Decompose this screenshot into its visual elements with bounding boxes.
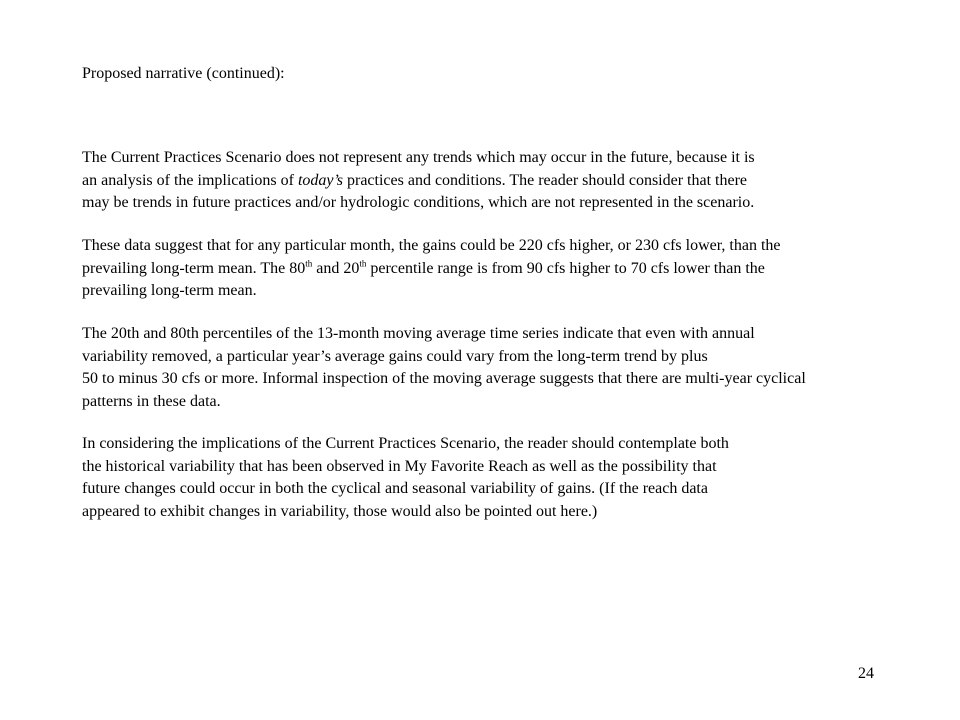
section-heading: Proposed narrative (continued):: [82, 65, 285, 82]
text-span: practices and conditions. The reader should consider that there: [343, 171, 748, 189]
text-line: prevailing long-term mean.: [82, 282, 257, 299]
text-span: percentile range is from 90 cfs higher to 70 cfs lower than the: [366, 259, 765, 277]
text-line: the historical variability that has been observed in My Favorite Reach as well as the possibility that: [82, 457, 717, 475]
paragraph-implications: [82, 433, 729, 523]
paragraph-gains-range: [82, 235, 781, 303]
superscript: th: [359, 258, 367, 269]
text-span: and 20: [312, 259, 360, 277]
text-span: an analysis of the implications of: [82, 171, 298, 189]
page-number: 24: [858, 665, 874, 682]
text-line: patterns in these data.: [82, 392, 221, 410]
superscript: th: [305, 258, 313, 269]
text-span: prevailing long-term mean. The 80: [82, 259, 306, 277]
paragraph-moving-average: [82, 323, 806, 413]
text-line: appeared to exhibit changes in variability, those would also be pointed out here.): [82, 502, 598, 520]
text-line: In considering the implications of the Current Practices Scenario, the reader should contemplate both: [82, 435, 729, 452]
text-line: [82, 258, 781, 281]
text-line: may be trends in future practices and/or hydrologic conditions, which are not represented in the scenario.: [82, 194, 755, 211]
text-line: variability removed, a particular year’s average gains could vary from the long-term trend by plus: [82, 347, 708, 365]
text-line: These data suggest that for any particular month, the gains could be 220 cfs higher, or 230 cfs lower, than the: [82, 237, 781, 254]
text-line: future changes could occur in both the cyclical and seasonal variability of gains. (If the reach data: [82, 480, 708, 497]
italic-text: today’s: [297, 171, 343, 189]
text-line: The 20th and 80th percentiles of the 13-month moving average time series indicate that even with annual: [82, 325, 755, 342]
text-line: [82, 170, 755, 193]
text-line: 50 to minus 30 cfs or more. Informal inspection of the moving average suggests that there are multi-year cyclical: [82, 370, 806, 387]
paragraph-scenario-trends: [82, 147, 755, 215]
text-line: The Current Practices Scenario does not represent any trends which may occur in the future, because it is: [82, 149, 755, 166]
